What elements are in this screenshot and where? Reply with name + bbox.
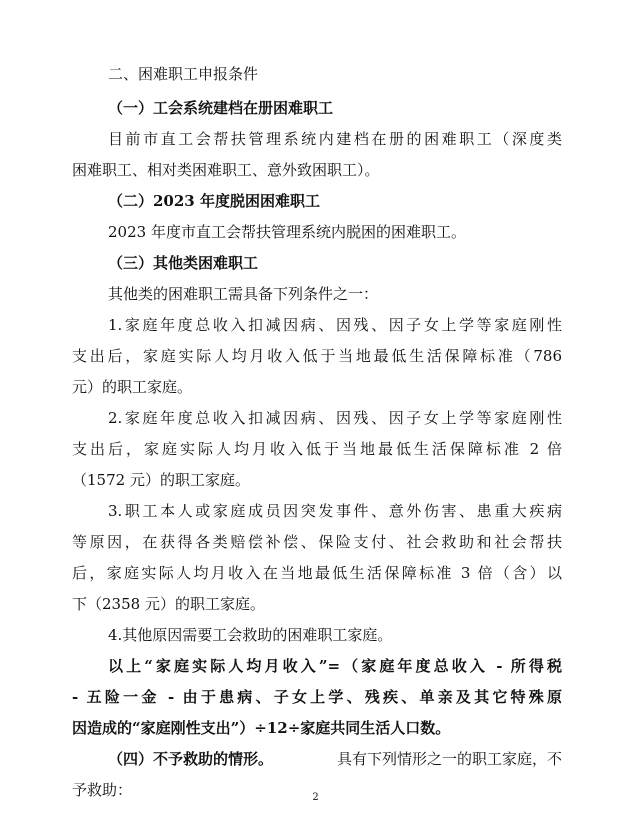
formula-line: 以上“家庭实际人均月收入”=（家庭年度总收入 - 所得税 bbox=[108, 657, 562, 675]
paragraph-line: 目前市直工会帮扶管理系统内建档在册的困难职工（深度类 bbox=[108, 130, 562, 148]
subheading-4: （四）不予救助的情形。 bbox=[108, 750, 274, 768]
formula-line: 因造成的“家庭刚性支出”）÷12÷家庭共同生活人口数。 bbox=[72, 719, 451, 737]
subheading-3: （三）其他类困难职工 bbox=[108, 254, 259, 272]
list-item-1-line: 元）的职工家庭。 bbox=[72, 378, 193, 396]
list-item-2-line: 支出后，家庭实际人均月收入低于当地最低生活保障标准 2 倍 bbox=[72, 440, 562, 458]
list-item-3-line: 下（2358 元）的职工家庭。 bbox=[72, 595, 265, 613]
list-item-3-line: 后，家庭实际人均月收入在当地最低生活保障标准 3 倍（含）以 bbox=[72, 564, 562, 582]
list-item-1-line: 1.家庭年度总收入扣减因病、因残、因子女上学等家庭刚性 bbox=[108, 316, 562, 334]
paragraph-line: 予救助： bbox=[72, 781, 133, 799]
list-item-2-line: 2.家庭年度总收入扣减因病、因残、因子女上学等家庭刚性 bbox=[108, 409, 562, 427]
list-item-3-line: 3.职工本人或家庭成员因突发事件、意外伤害、患重大疾病 bbox=[108, 502, 562, 520]
paragraph-line: 2023 年度市直工会帮扶管理系统内脱困的困难职工。 bbox=[108, 223, 466, 241]
page-number: 2 bbox=[312, 792, 319, 803]
list-item-3-line: 等原因，在获得各类赔偿补偿、保险支付、社会救助和社会帮扶 bbox=[72, 533, 562, 551]
paragraph-line: 其他类的困难职工需具备下列条件之一： bbox=[108, 285, 379, 303]
list-item-1-line: 支出后，家庭实际人均月收入低于当地最低生活保障标准（786 bbox=[72, 347, 562, 365]
subheading-2: （二）2023 年度脱困困难职工 bbox=[108, 192, 320, 210]
formula-line: - 五险一金 - 由于患病、子女上学、残疾、单亲及其它特殊原 bbox=[72, 688, 562, 706]
list-item-4-line: 4.其他原因需要工会救助的困难职工家庭。 bbox=[108, 626, 393, 644]
subheading-1: （一）工会系统建档在册困难职工 bbox=[108, 99, 334, 117]
section-heading: 二、困难职工申报条件 bbox=[108, 65, 259, 83]
paragraph-text: 具有下列情形之一的职工家庭，不 bbox=[336, 750, 562, 768]
list-item-2-line: （1572 元）的职工家庭。 bbox=[72, 471, 250, 489]
subheading-4-line bbox=[108, 749, 562, 769]
paragraph-line: 困难职工、相对类困难职工、意外致困职工）。 bbox=[72, 161, 380, 179]
